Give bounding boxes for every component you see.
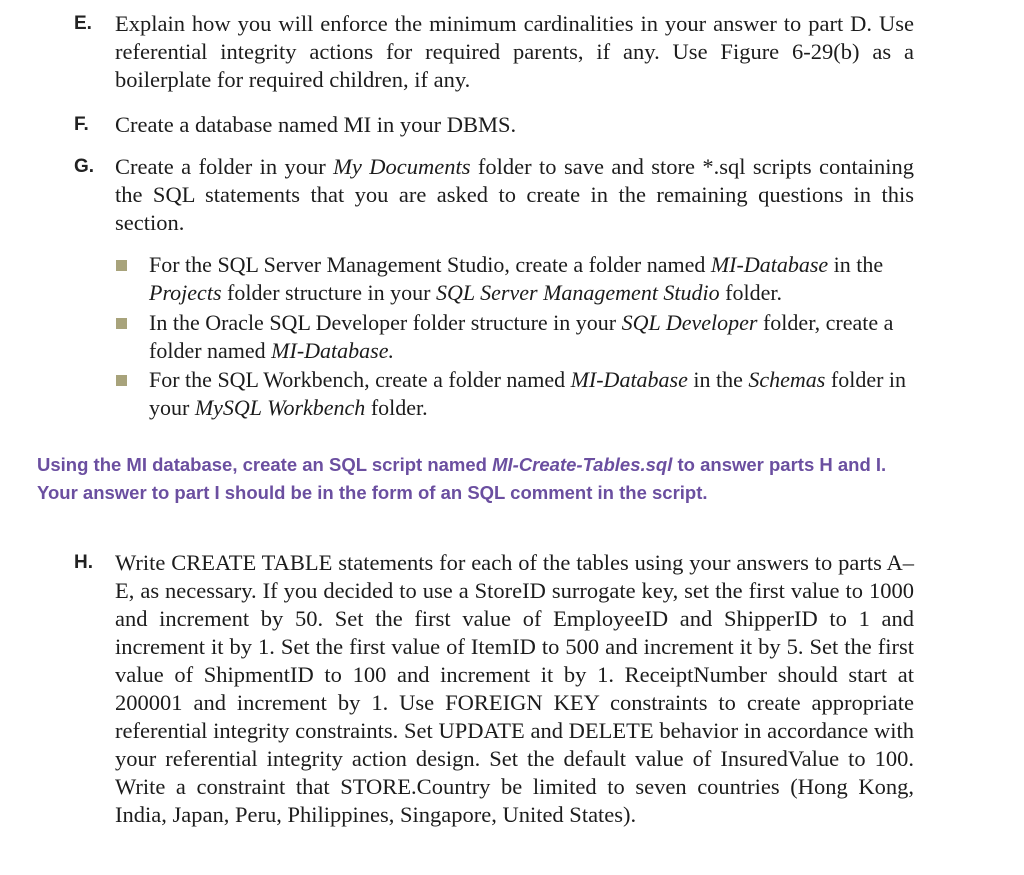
- bullet-italic: MySQL Workbench: [194, 395, 366, 420]
- instruction-text: Using the MI database, create an SQL script named: [37, 454, 493, 475]
- instruction-text: to answer parts H and I. Your answer to part I should be in the form of an SQL comment in the script.: [37, 454, 887, 503]
- bullet-square-icon: [116, 318, 127, 329]
- bullet-italic: SQL Server Management Studio: [435, 280, 720, 305]
- question-e-text: Explain how you will enforce the minimum cardinalities in your answer to part D. Use referential integrity actions for required parents, if any. Use Figure 6-29(b) as a boilerplate for required children, if any.: [115, 11, 914, 92]
- bullet-text: folder.: [365, 395, 428, 420]
- question-g-text-part: Create a folder in your: [115, 154, 334, 179]
- question-f: [74, 111, 914, 139]
- question-g-letter: G.: [74, 156, 95, 177]
- bullet-text: folder in your: [149, 367, 907, 420]
- bullet-text: folder structure in your: [221, 280, 436, 305]
- bullet-square-icon: [116, 375, 127, 386]
- question-f-text: Create a database named MI in your DBMS.: [115, 112, 517, 137]
- bullet-item-oracle: [113, 309, 913, 365]
- bullet-text: In the Oracle SQL Developer folder structure in your: [149, 310, 622, 335]
- bullet-italic: Schemas: [748, 367, 826, 392]
- question-g-text: [115, 153, 914, 237]
- bullet-list: [113, 251, 913, 423]
- instruction-script-name: MI-Create-Tables.sql: [492, 454, 673, 475]
- bullet-text: For the SQL Server Management Studio, create a folder named: [149, 252, 711, 277]
- bullet-square-icon: [116, 260, 127, 271]
- bullet-italic: MI-Database: [710, 252, 829, 277]
- bullet-italic: SQL Developer: [621, 310, 758, 335]
- question-e: [74, 10, 914, 94]
- bullet-text: folder, create a folder named: [149, 310, 894, 363]
- question-g-italic: My Documents: [333, 154, 471, 179]
- bullet-italic: MI-Database: [570, 367, 688, 392]
- bullet-italic: MI-Database.: [271, 338, 394, 363]
- question-h-letter: H.: [74, 552, 93, 573]
- bullet-text: folder.: [719, 280, 782, 305]
- question-e-letter: E.: [74, 13, 92, 34]
- bullet-italic: Projects: [149, 280, 222, 305]
- question-h-text: Write CREATE TABLE statements for each of the tables using your answers to parts A–E, as necessary. If you decided to use a StoreID surrogate key, set the first value to 1000 and increment by 50. Set the first value of EmployeeID and ShipperID to 1 and increment it by 1. Set the first value of ItemID to 500 and increment it by 5. Set the first value of ShipmentID to 100 and increment it by 1. ReceiptNumber should start at 200001 and increment by 1. Use FOREIGN KEY constraints to create appropriate referential integrity constraints. Set UPDATE and DELETE behavior in accordance with your referential integrity action design. Set the default value of InsuredValue to 100. Write a constraint that STORE.Country be limited to seven countries (Hong Kong, India, Japan, Peru, Philippines, Singapore, United States).: [115, 550, 914, 827]
- question-f-letter: F.: [74, 114, 89, 135]
- question-g-text-part: folder to save and store *.sql scripts containing the SQL statements that you are asked to create in the remaining questions in this section.: [115, 154, 914, 235]
- bullet-item-sql-server: [113, 251, 913, 307]
- bullet-text: For the SQL Workbench, create a folder named: [149, 367, 571, 392]
- bullet-text: in the: [687, 367, 749, 392]
- bullet-text: in the: [828, 252, 884, 277]
- bullet-item-mysql: [113, 366, 913, 422]
- question-g: [74, 153, 914, 237]
- question-h: [74, 549, 914, 829]
- section-instruction: [37, 451, 897, 507]
